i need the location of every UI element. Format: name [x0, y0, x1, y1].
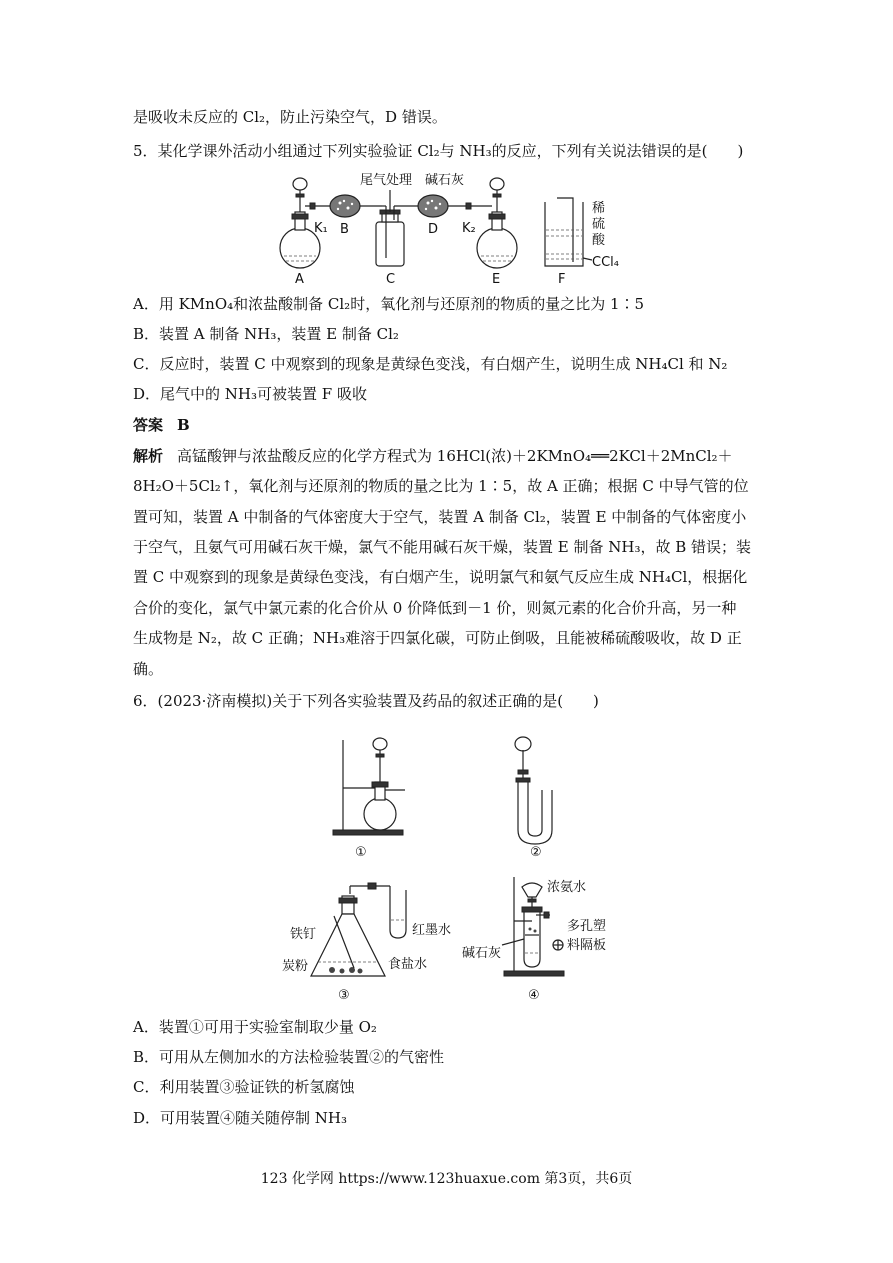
explanation-line-8: 确。	[133, 660, 164, 678]
option-5d: D．尾气中的 NH₃可被装置 F 吸收	[133, 385, 367, 403]
label-e: E	[492, 272, 501, 287]
label-nail: 铁钉	[290, 927, 317, 942]
label-ammonia: 浓氨水	[547, 880, 587, 895]
option-6d: D．可用装置④随关随停制 NH₃	[133, 1109, 348, 1127]
figure-q6-apparatus-1	[325, 730, 425, 862]
label-plate-2: 料隔板	[567, 938, 607, 953]
label-f: F	[558, 272, 566, 287]
label-acid-3: 酸	[592, 233, 606, 248]
option-5c: C．反应时，装置 C 中观察到的现象是黄绿色变浅，有白烟产生，说明生成 NH₄Cl 和 N₂	[133, 355, 728, 373]
label-c: C	[386, 272, 396, 287]
figure-q6-apparatus-2	[505, 730, 575, 862]
explanation-line-5: 置 C 中观察到的现象是黄绿色变浅，有白烟产生，说明氯气和氨气反应生成 NH₄Cl，根据化	[133, 568, 748, 586]
label-carbon: 炭粉	[282, 959, 309, 974]
option-6b: B．可用从左侧加水的方法检验装置②的气密性	[133, 1048, 445, 1066]
explanation-line-4: 于空气，且氨气可用碱石灰干燥，氯气不能用碱石灰干燥，装置 E 制备 NH₃，故 B 错误；装	[133, 538, 752, 556]
label-d: D	[428, 222, 439, 237]
flask-e	[477, 178, 517, 268]
label-plate-1: 多孔塑	[567, 919, 607, 934]
label-n4: ④	[528, 988, 540, 1003]
explanation-line-6: 合价的变化，氯气中氯元素的化合价从 0 价降低到－1 价，则氮元素的化合价升高，另一种	[133, 599, 737, 617]
label-n3: ③	[338, 988, 350, 1003]
label-tail-gas: 尾气处理	[360, 173, 413, 188]
answer-line	[133, 414, 190, 436]
explanation-line-2: 8H₂O＋5Cl₂↑，氧化剂与还原剂的物质的量之比为 1∶5，故 A 正确；根据 C 中导气管的位	[133, 477, 749, 495]
drying-tube-d	[418, 195, 448, 217]
label-k1: K₁	[314, 221, 328, 236]
option-5b: B．装置 A 制备 NH₃，装置 E 制备 Cl₂	[133, 325, 399, 343]
drying-tube-b	[330, 195, 360, 217]
explanation-line-1	[133, 445, 733, 467]
label-n1: ①	[355, 845, 367, 860]
explanation-line-7: 生成物是 N₂，故 C 正确；NH₃难溶于四氯化碳，可防止倒吸，且能被稀硫酸吸收，故 D 正	[133, 629, 742, 647]
question-6-stem: 6．(2023·济南模拟)关于下列各实验装置及药品的叙述正确的是( )	[133, 692, 599, 710]
answer-value: B	[177, 416, 190, 434]
label-soda-lime: 碱石灰	[425, 173, 465, 188]
explanation-label: 解析	[133, 447, 164, 465]
label-a: A	[295, 272, 304, 287]
label-ccl4: CCl₄	[592, 255, 619, 270]
text-line-1: 是吸收未反应的 Cl₂，防止污染空气，D 错误。	[133, 108, 447, 126]
option-6a: A．装置①可用于实验室制取少量 O₂	[133, 1018, 377, 1036]
label-n2: ②	[530, 845, 542, 860]
explanation-line-3: 置可知，装置 A 中制备的气体密度大于空气，装置 A 制备 Cl₂，装置 E 中制备的气体密度小	[133, 508, 747, 526]
label-b: B	[340, 222, 349, 237]
option-5a: A．用 KMnO₄和浓盐酸制备 Cl₂时，氧化剂与还原剂的物质的量之比为 1∶5	[133, 295, 645, 313]
figure-q5-apparatus	[270, 170, 630, 290]
label-k2: K₂	[462, 221, 476, 236]
label-soda-lime-4: 碱石灰	[462, 946, 502, 961]
figure-q6-apparatus-3	[280, 880, 470, 1005]
beaker-f	[545, 198, 592, 266]
label-brine: 食盐水	[388, 957, 428, 972]
question-5-stem: 5．某化学课外活动小组通过下列实验验证 Cl₂与 NH₃的反应，下列有关说法错误的是( )	[133, 142, 744, 160]
answer-label: 答案	[133, 416, 164, 434]
explanation-text-1: 高锰酸钾与浓盐酸反应的化学方程式为 16HCl(浓)＋2KMnO₄══2KCl＋2MnCl₂＋	[177, 447, 733, 465]
label-acid-2: 硫	[592, 217, 606, 232]
figure-q6-apparatus-4	[462, 875, 622, 1005]
option-6c: C．利用装置③验证铁的析氢腐蚀	[133, 1078, 355, 1096]
label-acid-1: 稀	[592, 201, 606, 216]
page-footer: 123 化学网 https://www.123huaxue.com 第3页，共6页	[260, 1171, 633, 1187]
label-ink: 红墨水	[412, 923, 452, 938]
bottle-c	[376, 190, 418, 266]
